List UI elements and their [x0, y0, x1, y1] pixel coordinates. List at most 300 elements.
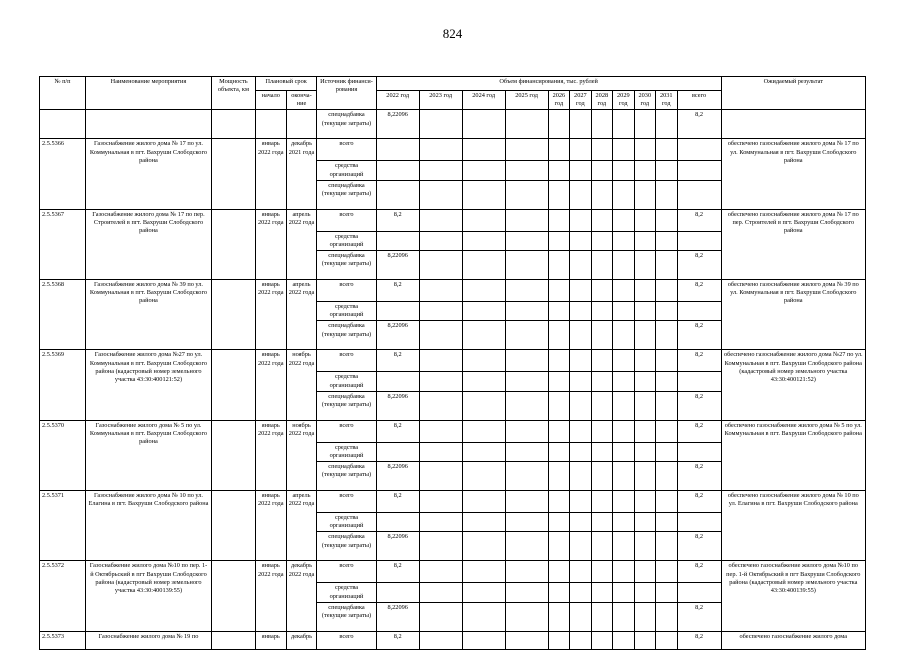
value-year	[548, 209, 569, 231]
source-cell: средства организаций	[317, 161, 376, 180]
value-year	[505, 231, 548, 250]
start-date: январь 2022 года	[255, 209, 286, 279]
header-year: 2026 год	[548, 91, 569, 110]
capacity-cell	[211, 420, 255, 490]
value-year	[548, 321, 569, 350]
value-year	[634, 372, 655, 391]
start-date: январь 2022 года	[255, 139, 286, 209]
value-year	[462, 372, 505, 391]
value-year	[634, 139, 655, 161]
start-date: январь	[255, 631, 286, 649]
value-total: 8,2	[677, 561, 721, 583]
row-number: 2.5.5373	[40, 631, 86, 649]
value-year	[548, 280, 569, 302]
expected-result: обеспечено газоснабжение жилого дома № 10 по ул. Елагина в пгт. Вахруши Слободского района	[721, 491, 865, 561]
table-row	[40, 420, 866, 442]
value-total: 8,2	[677, 321, 721, 350]
value-year	[419, 420, 462, 442]
value-year	[462, 302, 505, 321]
value-year	[591, 583, 612, 602]
measure-name: Газоснабжение жилого дома № 19 по	[86, 631, 212, 649]
value-year	[613, 321, 634, 350]
value-year	[591, 491, 612, 513]
value-year	[505, 372, 548, 391]
value-year	[548, 513, 569, 532]
capacity-cell	[211, 280, 255, 350]
value-year	[613, 391, 634, 420]
value-year	[548, 180, 569, 209]
value-year	[462, 391, 505, 420]
source-cell: средства организаций	[317, 583, 376, 602]
value-year	[570, 583, 591, 602]
value-2022	[376, 442, 419, 461]
capacity-cell	[211, 209, 255, 279]
header-year: 2023 год	[419, 91, 462, 110]
value-year	[505, 602, 548, 631]
value-year	[634, 513, 655, 532]
value-year	[591, 561, 612, 583]
source-cell: спецнадбавка (текущие затраты)	[317, 462, 376, 491]
header-name: Наименование мероприятия	[86, 77, 212, 110]
source-cell: всего	[317, 209, 376, 231]
source-cell: всего	[317, 139, 376, 161]
start-date: январь 2022 года	[255, 491, 286, 561]
value-year	[634, 462, 655, 491]
value-2022: 8,22096	[376, 110, 419, 139]
value-year	[656, 139, 677, 161]
value-year	[570, 420, 591, 442]
expected-result: обеспечено газоснабжение жилого дома № 17 по ул. Коммунальная в пгт. Вахруши Слободского района	[721, 139, 865, 209]
value-year	[634, 110, 655, 139]
value-year	[570, 110, 591, 139]
value-year	[570, 231, 591, 250]
table-row	[40, 491, 866, 513]
value-year	[419, 161, 462, 180]
value-year	[462, 631, 505, 649]
source-cell: спецнадбавка (текущие затраты)	[317, 391, 376, 420]
value-year	[505, 139, 548, 161]
table-row	[40, 631, 866, 649]
value-year	[505, 561, 548, 583]
table-row	[40, 280, 866, 302]
value-year	[634, 561, 655, 583]
header-result: Ожидаемый результат	[721, 77, 865, 110]
value-year	[613, 161, 634, 180]
capacity-cell	[211, 631, 255, 649]
value-year	[613, 561, 634, 583]
value-year	[505, 583, 548, 602]
value-year	[462, 180, 505, 209]
value-year	[656, 631, 677, 649]
value-year	[591, 372, 612, 391]
expected-result: обеспечено газоснабжение жилого дома № 5 по ул. Коммунальная в пгт. Вахруши Слободского района	[721, 420, 865, 490]
row-number: 2.5.5369	[40, 350, 86, 420]
value-total	[677, 513, 721, 532]
expected-result: обеспечено газоснабжение жилого дома	[721, 631, 865, 649]
value-year	[591, 631, 612, 649]
value-year	[634, 391, 655, 420]
value-total	[677, 139, 721, 161]
capacity-cell	[211, 139, 255, 209]
table-cell	[40, 110, 86, 139]
value-year	[613, 231, 634, 250]
value-year	[462, 602, 505, 631]
value-year	[505, 110, 548, 139]
value-year	[462, 161, 505, 180]
value-2022	[376, 139, 419, 161]
source-cell: спецнадбавка (текущие затраты)	[317, 251, 376, 280]
value-year	[548, 372, 569, 391]
value-year	[570, 491, 591, 513]
value-year	[505, 631, 548, 649]
value-year	[634, 532, 655, 561]
value-year	[462, 209, 505, 231]
value-year	[570, 462, 591, 491]
value-year	[570, 180, 591, 209]
value-year	[419, 251, 462, 280]
value-year	[613, 251, 634, 280]
value-year	[613, 442, 634, 461]
source-cell: спецнадбавка (текущие затраты)	[317, 602, 376, 631]
value-total	[677, 583, 721, 602]
measure-name: Газоснабжение жилого дома №10 по пер. 1-й Октябрьский в пгт Вахруши Слободского района (кадастровый номер земельного участка 43:30:400139:55)	[86, 561, 212, 631]
value-year	[634, 280, 655, 302]
measure-name: Газоснабжение жилого дома № 5 по ул. Коммунальная в пгт. Вахруши Слободского района	[86, 420, 212, 490]
value-total: 8,2	[677, 391, 721, 420]
value-year	[634, 180, 655, 209]
value-year	[505, 513, 548, 532]
value-year	[613, 583, 634, 602]
value-year	[656, 161, 677, 180]
value-year	[591, 602, 612, 631]
value-year	[505, 532, 548, 561]
value-year	[591, 420, 612, 442]
value-total	[677, 372, 721, 391]
value-year	[570, 251, 591, 280]
measure-name: Газоснабжение жилого дома № 17 по ул. Коммунальная в пгт. Вахруши Слободского района	[86, 139, 212, 209]
value-year	[462, 231, 505, 250]
value-year	[613, 280, 634, 302]
value-year	[634, 251, 655, 280]
value-year	[505, 442, 548, 461]
value-total: 8,2	[677, 602, 721, 631]
value-year	[613, 491, 634, 513]
table-cell	[86, 110, 212, 139]
value-year	[462, 110, 505, 139]
value-year	[548, 442, 569, 461]
value-2022: 8,2	[376, 491, 419, 513]
value-year	[419, 532, 462, 561]
row-number: 2.5.5366	[40, 139, 86, 209]
source-cell: всего	[317, 280, 376, 302]
funding-table	[39, 76, 866, 650]
value-year	[548, 532, 569, 561]
value-year	[505, 420, 548, 442]
value-year	[634, 161, 655, 180]
source-cell: всего	[317, 631, 376, 649]
table-row	[40, 350, 866, 372]
value-total: 8,2	[677, 420, 721, 442]
value-total: 8,2	[677, 462, 721, 491]
end-date: ноябрь 2022 года	[286, 420, 317, 490]
measure-name: Газоснабжение жилого дома №27 по ул. Коммунальная в пгт. Вахруши Слободского района (кадастровый номер земельного участка 43:30:400121:52)	[86, 350, 212, 420]
end-date: апрель 2022 года	[286, 280, 317, 350]
start-date: январь 2022 года	[255, 350, 286, 420]
value-year	[419, 583, 462, 602]
source-cell: спецнадбавка (текущие затраты)	[317, 110, 376, 139]
source-cell: спецнадбавка (текущие затраты)	[317, 321, 376, 350]
value-year	[634, 231, 655, 250]
header-year: 2027 год	[570, 91, 591, 110]
value-year	[591, 139, 612, 161]
source-cell: средства организаций	[317, 372, 376, 391]
value-year	[548, 602, 569, 631]
value-year	[570, 350, 591, 372]
value-year	[548, 491, 569, 513]
value-year	[613, 532, 634, 561]
value-year	[591, 391, 612, 420]
value-year	[634, 491, 655, 513]
value-year	[462, 442, 505, 461]
value-year	[613, 372, 634, 391]
value-year	[656, 513, 677, 532]
value-year	[634, 631, 655, 649]
value-total: 8,2	[677, 251, 721, 280]
value-2022	[376, 231, 419, 250]
value-year	[548, 231, 569, 250]
value-year	[656, 583, 677, 602]
value-2022	[376, 583, 419, 602]
table-row	[40, 561, 866, 583]
source-cell: всего	[317, 350, 376, 372]
value-year	[462, 321, 505, 350]
row-number: 2.5.5372	[40, 561, 86, 631]
expected-result: обеспечено газоснабжение жилого дома № 17 по пер. Строителей в пгт. Вахруши Слободского района	[721, 209, 865, 279]
value-year	[419, 231, 462, 250]
value-2022: 8,22096	[376, 251, 419, 280]
value-year	[462, 280, 505, 302]
value-year	[613, 139, 634, 161]
value-year	[634, 350, 655, 372]
measure-name: Газоснабжение жилого дома № 10 по ул. Елагина в пгт. Вахруши Слободского района	[86, 491, 212, 561]
start-date: январь 2022 года	[255, 280, 286, 350]
end-date: ноябрь 2022 года	[286, 350, 317, 420]
value-year	[570, 532, 591, 561]
value-year	[613, 209, 634, 231]
value-year	[419, 391, 462, 420]
value-year	[419, 280, 462, 302]
value-year	[656, 532, 677, 561]
value-year	[613, 180, 634, 209]
value-2022: 8,2	[376, 631, 419, 649]
value-total: 8,2	[677, 532, 721, 561]
page-number: 824	[442, 26, 463, 41]
end-date: апрель 2022 года	[286, 491, 317, 561]
source-cell: спецнадбавка (текущие затраты)	[317, 532, 376, 561]
value-year	[462, 139, 505, 161]
capacity-cell	[211, 491, 255, 561]
value-total: 8,2	[677, 631, 721, 649]
value-year	[548, 391, 569, 420]
header-year: 2029 год	[613, 91, 634, 110]
source-cell: средства организаций	[317, 231, 376, 250]
value-2022: 8,22096	[376, 462, 419, 491]
value-year	[419, 321, 462, 350]
value-year	[656, 420, 677, 442]
value-year	[656, 602, 677, 631]
value-year	[591, 110, 612, 139]
value-year	[505, 491, 548, 513]
value-year	[419, 110, 462, 139]
value-year	[548, 350, 569, 372]
expected-result: обеспечено газоснабжение жилого дома №27 по ул. Коммунальная в пгт. Вахруши Слободского района (кадастровый номер земельного участка 43:30:400121:52)	[721, 350, 865, 420]
value-year	[591, 251, 612, 280]
value-year	[613, 602, 634, 631]
value-year	[505, 161, 548, 180]
value-year	[419, 372, 462, 391]
header-year: 2031 год	[656, 91, 677, 110]
value-year	[548, 583, 569, 602]
value-year	[548, 631, 569, 649]
value-year	[570, 561, 591, 583]
expected-result: обеспечено газоснабжение жилого дома №10 по пер. 1-й Октябрьский в пгт Вахруши Слободского района (кадастровый номер земельного участка 43:30:400139:55)	[721, 561, 865, 631]
value-2022: 8,2	[376, 209, 419, 231]
value-year	[505, 321, 548, 350]
value-year	[570, 280, 591, 302]
value-year	[505, 251, 548, 280]
source-cell: средства организаций	[317, 442, 376, 461]
value-year	[462, 532, 505, 561]
value-total	[677, 231, 721, 250]
row-number: 2.5.5371	[40, 491, 86, 561]
value-2022	[376, 161, 419, 180]
value-year	[548, 420, 569, 442]
value-year	[634, 602, 655, 631]
value-year	[613, 462, 634, 491]
header-end: оконча-ние	[286, 91, 317, 110]
value-year	[462, 583, 505, 602]
value-year	[634, 209, 655, 231]
value-2022: 8,22096	[376, 532, 419, 561]
value-year	[591, 532, 612, 561]
value-year	[570, 321, 591, 350]
header-capacity: Мощность объекта, км	[211, 77, 255, 110]
value-year	[591, 180, 612, 209]
end-date: декабрь	[286, 631, 317, 649]
value-year	[419, 602, 462, 631]
value-year	[462, 513, 505, 532]
value-total: 8,2	[677, 491, 721, 513]
value-year	[570, 631, 591, 649]
value-year	[634, 583, 655, 602]
value-year	[634, 302, 655, 321]
value-year	[548, 462, 569, 491]
value-total	[677, 161, 721, 180]
measure-name: Газоснабжение жилого дома № 39 по ул. Коммунальная в пгт. Вахруши Слободского района	[86, 280, 212, 350]
value-year	[591, 462, 612, 491]
value-2022	[376, 180, 419, 209]
header-num: № п/п	[40, 77, 86, 110]
value-year	[591, 280, 612, 302]
source-cell: средства организаций	[317, 302, 376, 321]
value-year	[591, 321, 612, 350]
value-year	[613, 302, 634, 321]
value-year	[591, 302, 612, 321]
value-2022	[376, 302, 419, 321]
value-year	[505, 302, 548, 321]
value-year	[419, 139, 462, 161]
value-year	[613, 110, 634, 139]
value-year	[505, 180, 548, 209]
value-year	[419, 302, 462, 321]
value-year	[656, 462, 677, 491]
table-cell	[211, 110, 255, 139]
value-year	[548, 110, 569, 139]
value-year	[570, 442, 591, 461]
end-date: декабрь 2022 года	[286, 561, 317, 631]
value-year	[419, 513, 462, 532]
value-year	[419, 462, 462, 491]
value-year	[419, 180, 462, 209]
value-year	[570, 602, 591, 631]
value-total	[677, 180, 721, 209]
value-year	[505, 209, 548, 231]
value-2022: 8,2	[376, 350, 419, 372]
value-2022: 8,2	[376, 280, 419, 302]
header-term: Плановый срок	[255, 77, 316, 91]
header-year: 2025 год	[505, 91, 548, 110]
value-2022	[376, 513, 419, 532]
value-year	[570, 302, 591, 321]
value-year	[613, 420, 634, 442]
header-year: 2024 год	[462, 91, 505, 110]
value-year	[505, 391, 548, 420]
value-total: 8,2	[677, 350, 721, 372]
value-year	[570, 513, 591, 532]
table-row	[40, 209, 866, 231]
value-2022: 8,22096	[376, 602, 419, 631]
value-year	[656, 251, 677, 280]
value-year	[505, 350, 548, 372]
value-total: 8,2	[677, 209, 721, 231]
value-year	[634, 420, 655, 442]
value-year	[613, 631, 634, 649]
value-year	[419, 491, 462, 513]
value-year	[613, 350, 634, 372]
header-total: всего	[677, 91, 721, 110]
value-2022	[376, 372, 419, 391]
header-start: начало	[255, 91, 286, 110]
value-year	[591, 231, 612, 250]
value-year	[548, 139, 569, 161]
value-year	[656, 491, 677, 513]
value-year	[591, 442, 612, 461]
value-year	[505, 280, 548, 302]
expected-result: обеспечено газоснабжение жилого дома № 39 по ул. Коммунальная в пгт. Вахруши Слободского района	[721, 280, 865, 350]
start-date: январь 2022 года	[255, 420, 286, 490]
value-year	[656, 302, 677, 321]
value-year	[570, 372, 591, 391]
value-year	[548, 251, 569, 280]
value-year	[656, 442, 677, 461]
source-cell: всего	[317, 420, 376, 442]
value-year	[570, 161, 591, 180]
value-year	[462, 350, 505, 372]
value-year	[419, 350, 462, 372]
value-total: 8,2	[677, 280, 721, 302]
value-year	[656, 391, 677, 420]
value-year	[656, 321, 677, 350]
